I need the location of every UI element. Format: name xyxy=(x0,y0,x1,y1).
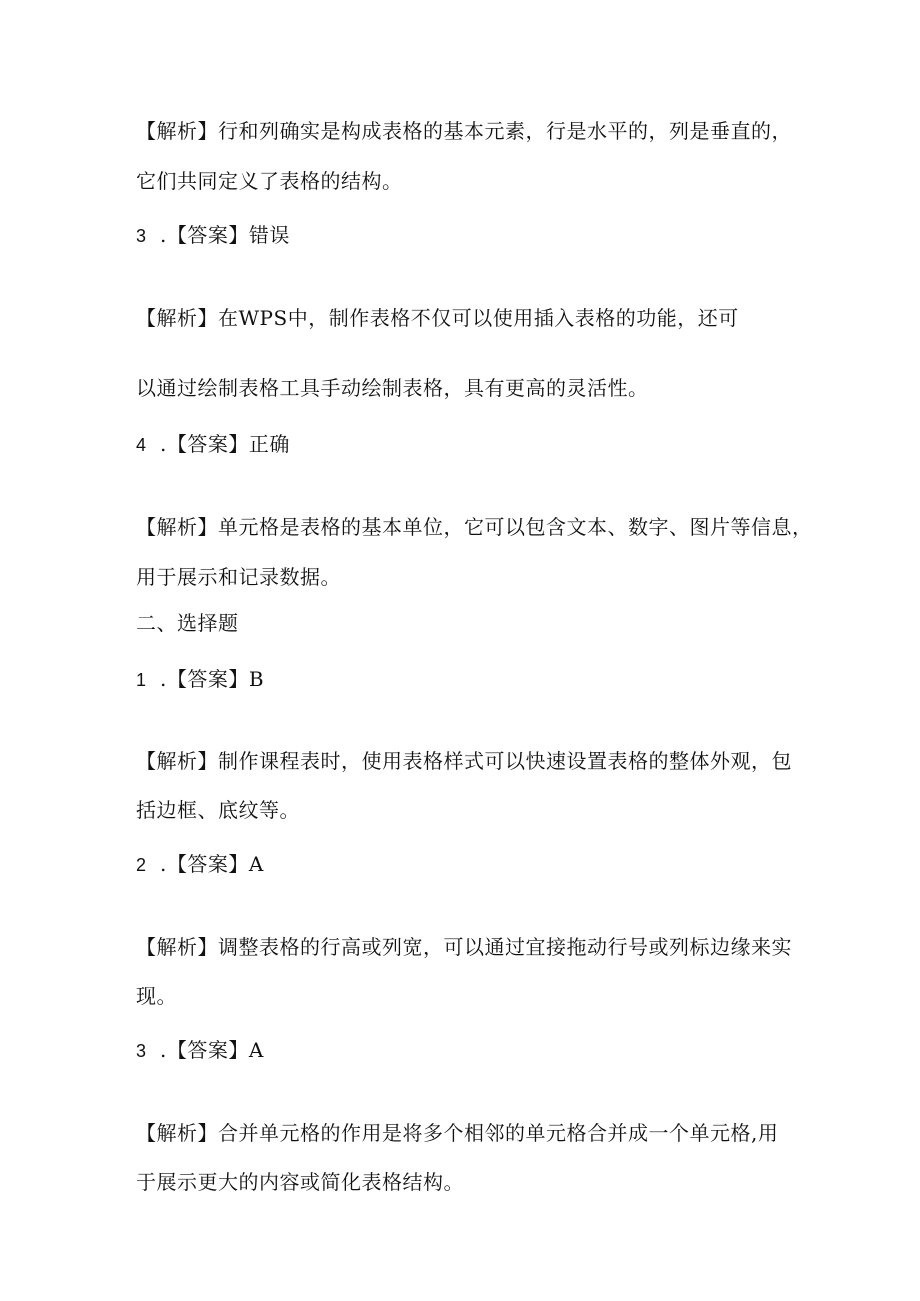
answer-number: 1 xyxy=(136,670,147,690)
answer-line xyxy=(136,222,290,249)
answer-text: .【答案】A xyxy=(160,1038,264,1062)
answer-text: .【答案】正确 xyxy=(160,432,290,456)
answer-line xyxy=(136,666,264,693)
explanation-line: 它们共同定义了表格的结构。 xyxy=(136,169,403,193)
explanation-line: 【解析】在WPS中，制作表格不仅可以使用插入表格的功能，还可 xyxy=(136,306,739,330)
answer-number: 3 xyxy=(136,226,147,246)
explanation-line: 【解析】合并单元格的作用是将多个相邻的单元格合并成一个单元格,用 xyxy=(136,1121,779,1145)
explanation-line: 现。 xyxy=(136,984,177,1008)
answer-text: .【答案】B xyxy=(160,667,265,691)
answer-line xyxy=(136,1037,264,1064)
explanation-line: 【解析】单元格是表格的基本单位，它可以包含文本、数字、图片等信息， xyxy=(136,515,813,539)
explanation-line: 【解析】行和列确实是构成表格的基本元素，行是水平的，列是垂直的， xyxy=(136,119,792,143)
explanation-line: 以通过绘制表格工具手动绘制表格，具有更高的灵活性。 xyxy=(136,376,649,400)
answer-line xyxy=(136,851,264,878)
explanation-line: 括边框、底纹等。 xyxy=(136,798,300,822)
explanation-line: 于展示更大的内容或简化表格结构。 xyxy=(136,1170,464,1194)
explanation-line: 【解析】调整表格的行高或列宽，可以通过宜接拖动行号或列标边缘来实 xyxy=(136,935,792,959)
explanation-line: 【解析】制作课程表时，使用表格样式可以快速设置表格的整体外观，包 xyxy=(136,749,792,773)
answer-text: .【答案】A xyxy=(160,852,264,876)
answer-line xyxy=(136,431,290,458)
section-heading: 二、选择题 xyxy=(136,611,239,635)
answer-number: 2 xyxy=(136,855,147,875)
answer-number: 3 xyxy=(136,1041,147,1061)
explanation-line: 用于展示和记录数据。 xyxy=(136,565,341,589)
answer-number: 4 xyxy=(136,435,147,455)
answer-text: .【答案】错误 xyxy=(160,223,290,247)
